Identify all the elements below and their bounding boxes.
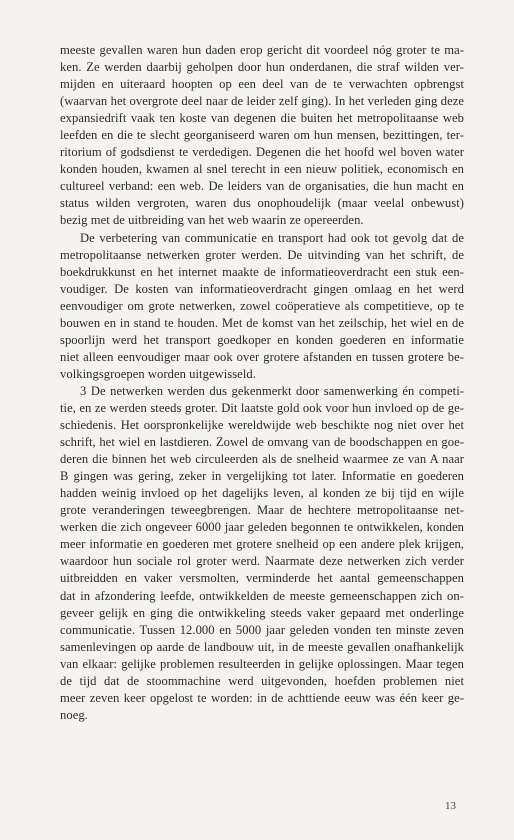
text-line: geveer gelijk en ging die ontwikkeling steeds vaker gepaard met onderlinge	[60, 605, 464, 620]
book-page	[60, 42, 464, 724]
text-line: meer informatie en goederen met grotere snelheid op een andere plek krijgen,	[60, 537, 464, 552]
text-line: leefden en die te slecht georganiseerd waren om hun mensen, bezittingen, ter-	[60, 128, 464, 143]
text-line: meer zeven keer opgelost te worden: in de achttiende eeuw was één keer ge-	[60, 690, 464, 705]
text-line: voudiger. De kosten van informatieoverdracht gingen omlaag en het werd	[60, 281, 464, 296]
text-line: grote veranderingen teweegbrengen. Maar de hechtere metropolitaanse net-	[60, 503, 464, 518]
text-line: meeste gevallen waren hun daden erop gericht dit voordeel nóg groter te ma-	[60, 43, 464, 57]
text-line: expansiedrift vaak ten koste van degenen die buiten het metropolitaanse web	[60, 111, 464, 126]
text-line: B gingen was gering, zeker in vergelijking tot later. Informatie en goederen	[60, 469, 464, 484]
text-line: schrift, het wiel en lastdieren. Zowel de omvang van de boodschappen en goe-	[60, 435, 464, 450]
text-line: status wilden vergroten, waren dus onophoudelijk (maar veelal onbewust)	[60, 196, 464, 211]
text-line: dat in afzondering leefde, ontwikkelden de meeste gemeenschappen zich on-	[60, 588, 464, 603]
page-number: 13	[445, 800, 456, 812]
paragraph-3	[60, 383, 464, 724]
text-line: bouwen en in stand te houden. Met de komst van het zeilschip, het wiel en de	[60, 315, 464, 330]
text-line: cultureel verband: een web. De leiders van de organisaties, die hun macht en	[60, 179, 464, 194]
text-line: (waarvan het overgrote deel naar de leider zelf ging). In het verleden ging deze	[60, 94, 464, 109]
text-line: De verbetering van communicatie en transport had ook tot gevolg dat de	[80, 230, 464, 245]
text-line: tie, en ze werden steeds groter. Dit laatste gold ook voor hun invloed op de ge-	[60, 400, 464, 415]
text-line: samenlevingen op aarde de landbouw uit, in de meeste gevallen onafhankelijk	[60, 639, 464, 654]
text-line: 3 De netwerken werden dus gekenmerkt door samenwerking én competi-	[80, 383, 464, 398]
text-line: bezig met de uitbreiding van het web waarin ze opereerden.	[60, 213, 364, 228]
text-line: schiedenis. Het oorspronkelijke wereldwijde web beschikte nog niet over het	[60, 418, 464, 433]
text-line: konden houden, kwamen al snel terecht in een nieuw politiek, economisch en	[60, 162, 464, 177]
text-line: communicatie. Tussen 12.000 en 5000 jaar geleden vonden ten minste zeven	[60, 622, 464, 637]
text-line: metropolitaanse netwerken groter werden. De uitvinding van het schrift, de	[60, 247, 464, 262]
text-line: uitbreidden en vaker versmolten, verminderde het aantal gemeenschappen	[60, 571, 464, 586]
text-line: volkingsgroepen worden uitgewisseld.	[60, 366, 256, 381]
paragraph-2	[60, 230, 464, 383]
text-line: van elkaar: gelijke problemen resulteerden in gelijke oplossingen. Maar tegen	[60, 656, 464, 671]
text-line: ken. Ze werden daarbij geholpen door hun onderdanen, die straf wilden ver-	[60, 60, 464, 75]
text-line: hadden weinig invloed op het dagelijks leven, al konden ze bij tijd en wijle	[60, 486, 464, 501]
text-line: spoorlijn werd het transport goedkoper en konden goederen en informatie	[60, 332, 464, 347]
text-line: boekdrukkunst en het internet maakte de informatieoverdracht een stuk een-	[60, 264, 464, 279]
text-line: noeg.	[60, 707, 88, 722]
text-line: deren die binnen het web circuleerden als de snelheid waarmee ze van A naar	[60, 452, 464, 467]
text-line: ritorium of godsdienst te verdedigen. Degenen die het hoofd wel boven water	[60, 145, 464, 160]
text-line: de tijd dat de stoommachine werd uitgevonden, hoefden problemen niet	[60, 673, 464, 688]
text-line: niet alleen eenvoudiger maar ook over grotere afstanden en tussen grotere be-	[60, 349, 464, 364]
paragraph-1	[60, 42, 464, 230]
text-line: eenvoudiger om grote netwerken, zowel coöperatieve als competitieve, op te	[60, 298, 464, 313]
text-line: mijden en uiteraard hoopten op een deel van de te verwachten opbrengst	[60, 77, 464, 92]
text-line: waardoor hun sociale rol groter werd. Naarmate deze netwerken zich verder	[60, 554, 464, 569]
text-line: werken die zich ongeveer 6000 jaar geleden begonnen te ontwikkelen, konden	[60, 520, 464, 535]
